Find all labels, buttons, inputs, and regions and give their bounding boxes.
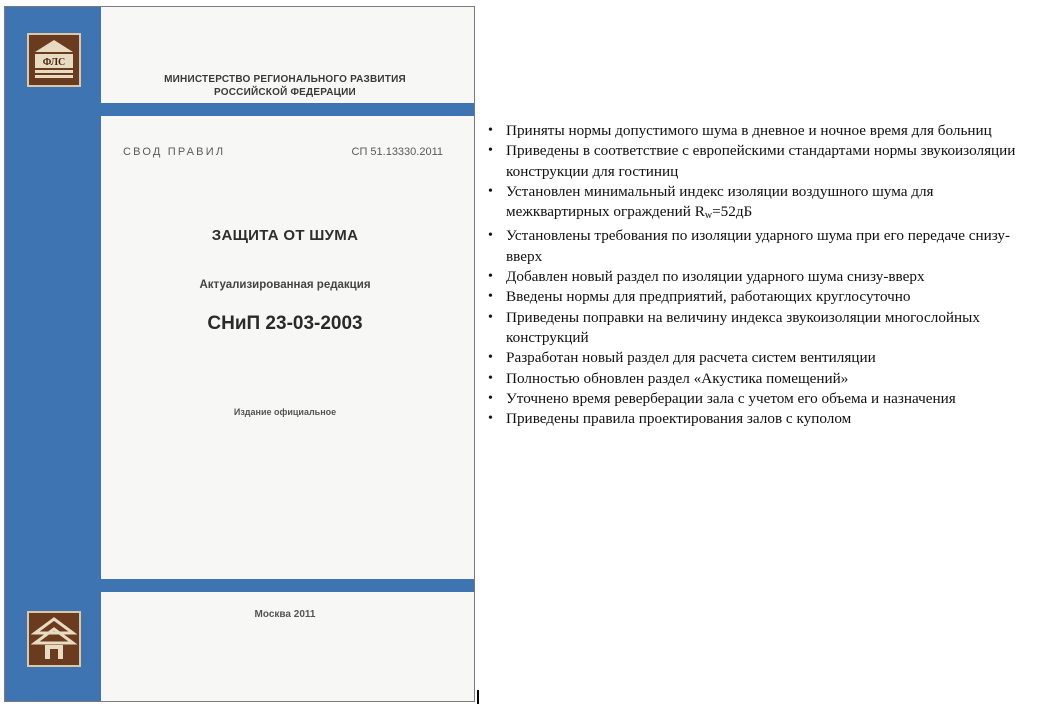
fls-logo xyxy=(27,33,81,87)
list-item xyxy=(486,267,1038,287)
list-item-text: Добавлен новый раздел по изоляции ударного шума снизу-вверх xyxy=(506,268,925,286)
bullet-icon: • xyxy=(488,411,493,427)
list-item-text: Введены нормы для предприятий, работающих круглосуточно xyxy=(506,288,911,306)
list-item xyxy=(486,287,1038,307)
list-item-text: Разработан новый раздел для расчета систем вентиляции xyxy=(506,349,876,367)
cover-title: ЗАЩИТА ОТ ШУМА xyxy=(211,227,359,244)
bullet-icon: • xyxy=(488,228,493,244)
list-item-text: Приведены в соответствие с европейскими стандартами нормы звукоизоляции конструкции для гостиниц xyxy=(506,142,1016,180)
list-item-text: Установлены требования по изоляции ударного шума при его передаче снизу-вверх xyxy=(506,227,1011,265)
list-item xyxy=(486,409,1038,429)
code-label: СВОД ПРАВИЛ xyxy=(123,146,226,158)
edition-note: Издание официальное xyxy=(233,407,337,417)
bullet-icon: • xyxy=(488,269,493,285)
cover-top-band xyxy=(5,103,474,116)
list-item-text: Приведены поправки на величину индекса звукоизоляции многослойных конструкций xyxy=(506,308,980,346)
changes-list xyxy=(486,121,1038,429)
code-number: СП 51.13330.2011 xyxy=(351,146,443,158)
bullet-icon: • xyxy=(488,370,493,386)
bullet-icon: • xyxy=(488,143,493,159)
cover-bottom-band xyxy=(5,579,474,592)
list-item xyxy=(486,226,1038,267)
ministry-line-2: РОССИЙСКОЙ ФЕДЕРАЦИИ xyxy=(214,87,356,98)
bullet-icon: • xyxy=(488,390,493,406)
publisher-emblem xyxy=(27,611,81,667)
list-item-text: Приведены правила проектирования залов с куполом xyxy=(506,410,852,428)
list-item xyxy=(486,389,1038,409)
list-item xyxy=(486,348,1038,368)
ministry-line-1: МИНИСТЕРСТВО РЕГИОНАЛЬНОГО РАЗВИТИЯ xyxy=(164,74,406,85)
list-item-text: Приняты нормы допустимого шума в дневное и ночное время для больниц xyxy=(506,122,992,139)
list-item xyxy=(486,369,1038,389)
bullet-icon: • xyxy=(488,183,493,199)
document-cover-image xyxy=(4,6,475,702)
list-item xyxy=(486,121,1038,141)
cover-subtitle: Актуализированная редакция xyxy=(199,279,371,291)
bullet-icon: • xyxy=(488,309,493,325)
city-year: Москва 2011 xyxy=(254,609,316,620)
list-item-text: Установлен минимальный индекс изоляции воздушного шума для межквартирных ограждений R xyxy=(506,182,934,221)
list-item-text: Уточнено время реверберации зала с учетом его объема и назначения xyxy=(506,389,956,407)
svg-text:ФЛС: ФЛС xyxy=(42,57,66,68)
list-item xyxy=(486,141,1038,182)
text-cursor-mark xyxy=(477,690,479,704)
subscript-w: w xyxy=(704,210,713,222)
list-item-tail: =52дБ xyxy=(712,203,753,221)
list-item xyxy=(486,308,1038,349)
bullet-icon: • xyxy=(488,123,493,138)
snip-code: СНиП 23-03-2003 xyxy=(207,313,363,334)
ministry-heading xyxy=(150,73,420,99)
bullet-icon: • xyxy=(488,289,493,305)
bullet-icon: • xyxy=(488,350,493,366)
list-item-text: Полностью обновлен раздел «Акустика помещений» xyxy=(506,369,849,387)
list-item xyxy=(486,182,1038,227)
